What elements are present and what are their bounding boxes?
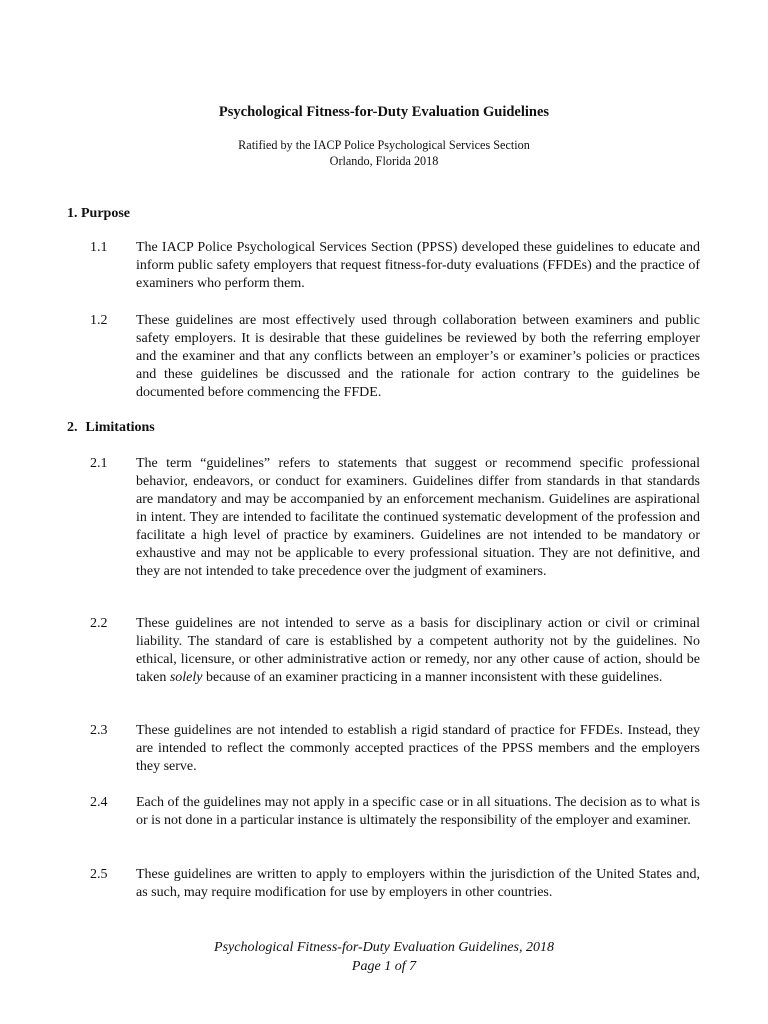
item-number: 1.2	[90, 313, 108, 328]
list-item	[90, 794, 700, 830]
section-number: 2.	[67, 420, 78, 435]
item-number: 2.2	[90, 616, 108, 631]
item-number: 2.3	[90, 723, 108, 738]
list-item	[90, 455, 700, 581]
section-title: Purpose	[81, 206, 130, 221]
item-text: These guidelines are written to apply to employers within the jurisdiction of the United States and, as such, may require modification for use by employers in other countries.	[136, 867, 700, 900]
list-item	[90, 866, 700, 902]
item-text: Each of the guidelines may not apply in a specific case or in all situations. The decision as to what is or is not done in a particular instance is ultimately the responsibility of the employer and examiner.	[136, 795, 700, 828]
document-subtitle-ratified: Ratified by the IACP Police Psychological Services Section	[238, 138, 530, 152]
item-number: 2.1	[90, 456, 108, 471]
footer-page-number: Page 1 of 7	[351, 959, 417, 974]
item-text-before: These guidelines are not intended to serve as a basis for disciplinary action or civil or criminal liability. The standard of care is established by a competent authority not by the guidelines. No ethical, licensure, or other administrative action or remedy, nor any other cause of action, should be taken	[136, 616, 700, 685]
item-text: The term “guidelines” refers to statements that suggest or recommend specific professional behavior, endeavors, or conduct for examiners. Guidelines differ from standards in that standards are mandatory and may be accompanied by an enforcement mechanism. Guidelines are aspirational in intent. They are intended to facilitate the continued systematic development of the profession and facilitate a high level of practice by examiners. Guidelines are not intended to be mandatory or exhaustive and may not be applicable to every professional situation. They are not definitive, and they are not intended to take precedence over the judgment of examiners.	[136, 456, 700, 579]
item-text-after: because of an examiner practicing in a manner inconsistent with these guidelines.	[202, 670, 663, 685]
document-subtitle-location: Orlando, Florida 2018	[329, 154, 439, 168]
document-title: Psychological Fitness-for-Duty Evaluation Guidelines	[218, 104, 550, 120]
item-number: 2.5	[90, 867, 108, 882]
item-number: 2.4	[90, 795, 108, 810]
section-heading-limitations	[67, 419, 155, 437]
list-item	[90, 312, 700, 402]
section-heading-purpose	[67, 205, 130, 223]
list-item	[90, 722, 700, 776]
list-item	[90, 239, 700, 293]
section-title: Limitations	[85, 420, 155, 435]
item-number: 1.1	[90, 240, 108, 255]
footer-title: Psychological Fitness-for-Duty Evaluation Guidelines, 2018	[214, 940, 554, 955]
list-item	[90, 615, 700, 687]
item-text: The IACP Police Psychological Services Section (PPSS) developed these guidelines to educate and inform public safety employers that request fitness-for-duty evaluations (FFDEs) and the practice of examiners who perform them.	[136, 240, 700, 291]
item-text: These guidelines are not intended to establish a rigid standard of practice for FFDEs. Instead, they are intended to reflect the commonly accepted practices of the PPSS members and the employers they serve.	[136, 723, 700, 774]
item-text	[136, 615, 700, 687]
section-number: 1.	[67, 206, 78, 221]
item-text-emphasis: solely	[169, 670, 203, 685]
item-text: These guidelines are most effectively used through collaboration between examiners and public safety employers. It is desirable that these guidelines be reviewed by both the referring employer and the examiner and that any conflicts between an employer’s or examiner’s policies or practices and these guidelines be discussed and the rationale for action contrary to the guidelines be documented before commencing the FFDE.	[136, 313, 700, 400]
